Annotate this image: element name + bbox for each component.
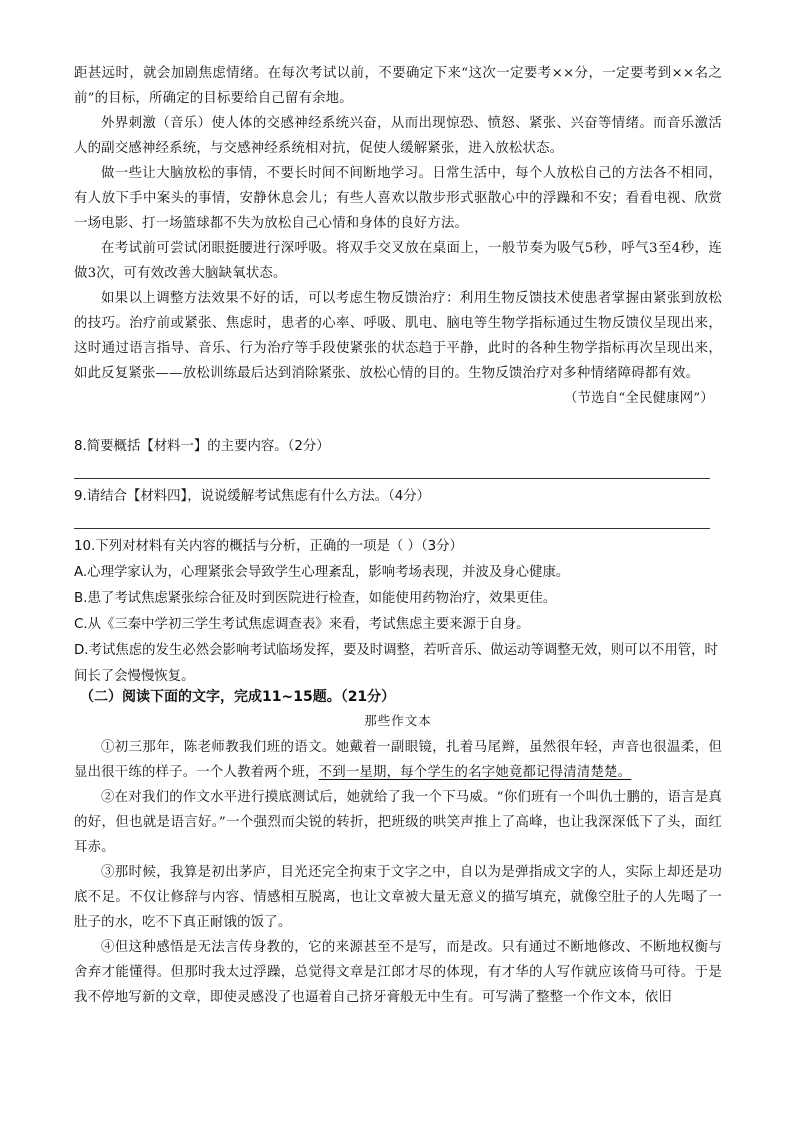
underlined-sentence: 不到一星期，每个学生的名字她竟都记得清清楚楚。 <box>318 765 632 780</box>
article-title: 那些作文本 <box>364 713 432 728</box>
question-8 <box>74 434 722 460</box>
paragraph: 做一些让大脑放松的事情，不要长时间不间断地学习。日常生活中，每个人放松自己的方法各不相同，有人放下手中案头的事情，安静休息会儿；有些人喜欢以散步形式驱散心中的浮躁和不安；看看电视、欣赏一场电影、打一场篮球都不失为放松自己心情和身体的良好方法。 <box>74 166 722 231</box>
answer-line[interactable] <box>74 478 710 479</box>
paragraph: 距甚远时，就会加剧焦虑情绪。在每次考试以前，不要确定下来“这次一定要考××分，一定要考到××名之前”的目标，所确定的目标要给自己留有余地。 <box>74 66 722 106</box>
option-d: D.考试焦虑的发生必然会影响考试临场发挥，要及时调整，若听音乐、做运动等调整无效，则可以不用管，时间长了会慢慢恢复。 <box>74 643 718 684</box>
option-a: A.心理学家认为，心理紧张会导致学生心理紊乱，影响考场表现，并波及身心健康。 <box>74 565 570 580</box>
paragraph: 外界刺激（音乐）使人体的交感神经系统兴奋，从而出现惊恐、愤怒、紧张、兴奋等情绪。而音乐激活人的副交感神经系统，与交感神经系统相对抗，促使人缓解紧张，进入放松状态。 <box>74 116 722 156</box>
section-heading: （二）阅读下面的文字，完成11~15题。（21分） <box>80 689 396 705</box>
paragraph: ④但这种感悟是无法言传身教的，它的来源甚至不是写，而是改。只有通过不断地修改、不断地权衡与舍弃才能懂得。但那时我太过浮躁，总觉得文章是江郎才尽的体现，有才华的人写作就应该倚马可待。于是我不停地写新的文章，即使灵感没了也逼着自己挤牙膏般无中生有。可写满了整整一个作文本，依旧 <box>74 940 722 1005</box>
question-text: 8.简要概括【材料一】的主要内容。（2分） <box>74 439 330 454</box>
paragraph: ②在对我们的作文水平进行摸底测试后，她就给了我一个下马威。“你们班有一个叫仇士鹏的，语言是真的好，但也就是语言好。”一个强烈而尖锐的转折，把班级的哄笑声推上了高峰，也让我深深低下了头，面红耳赤。 <box>74 790 722 855</box>
paragraph: ③那时候，我算是初出茅庐，目光还完全拘束于文字之中，自以为是弹指成文字的人，实际上却还是功底不足。不仅让修辞与内容、情感相互脱离，也让文章被大量无意义的描写填充，就像空肚子的人先喝了一肚子的水，吃不下真正耐饿的饭了。 <box>74 865 722 930</box>
answer-line[interactable] <box>74 528 710 529</box>
question-9 <box>74 484 722 510</box>
question-text: 9.请结合【材料四】，说说缓解考试焦虑有什么方法。（4分） <box>74 489 431 504</box>
question-10 <box>74 534 722 690</box>
paragraph <box>74 735 722 785</box>
source-citation: （节选自“全民健康网”） <box>564 391 714 406</box>
paragraph-text: ①初三那年，陈老师教我们班的语文。她戴着一副眼镜，扎着马尾辫，虽然很年轻，声音也很温柔，但显出很干练的样子。一个人教着两个班， <box>74 740 722 780</box>
option-c: C.从《三秦中学初三学生考试焦虑调查表》来看，考试焦虑主要来源于自身。 <box>74 617 530 632</box>
question-text: 10.下列对材料有关内容的概括与分析，正确的一项是（ ）（3分） <box>74 539 463 554</box>
paragraph: 如果以上调整方法效果不好的话，可以考虑生物反馈治疗：利用生物反馈技术使患者掌握由紧张到放松的技巧。治疗前或紧张、焦虑时，患者的心率、呼吸、肌电、脑电等生物学指标通过生物反馈仪呈现出来，这时通过语言指导、音乐、行为治疗等手段使紧张的状态趋于平静，此时的各种生物学指标再次呈现出来，如此反复紧张——放松训练最后达到消除紧张、放松心情的目的。生物反馈治疗对多种情绪障碍都有效。 <box>74 291 722 381</box>
article-body <box>74 735 722 1010</box>
paragraph: 在考试前可尝试闭眼挺腰进行深呼吸。将双手交叉放在桌面上，一般节奏为吸气5秒，呼气3至4秒，连做3次，可有效改善大脑缺氧状态。 <box>74 241 722 281</box>
material4-text <box>74 61 722 411</box>
option-b: B.患了考试焦虑紧张综合征及时到医院进行检查，如能使用药物治疗，效果更佳。 <box>74 591 557 606</box>
